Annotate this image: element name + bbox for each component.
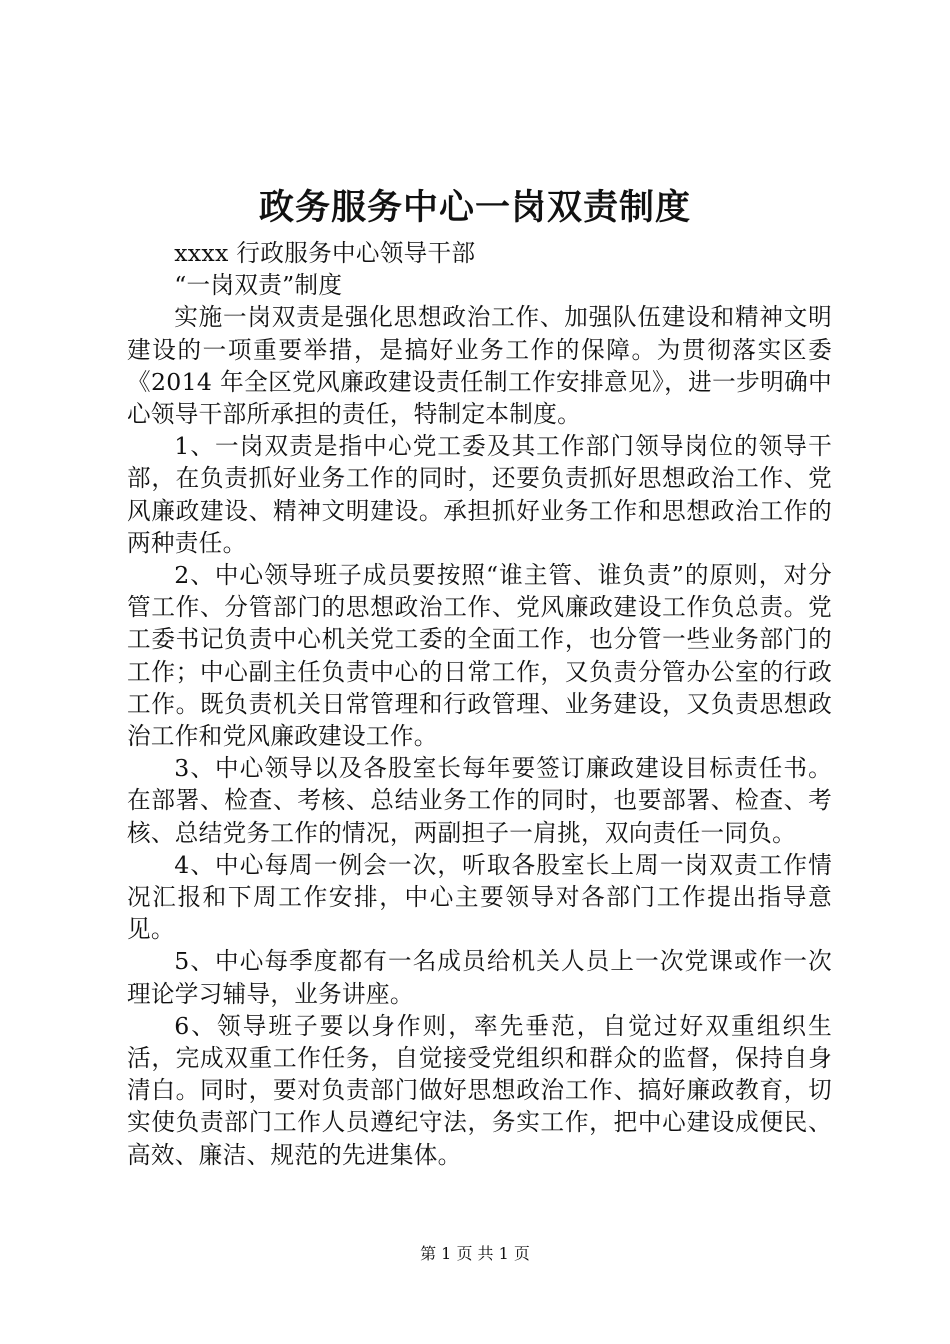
page-number-footer: 第 1 页 共 1 页	[420, 1244, 530, 1263]
clause-6: 6、领导班子要以身作则，率先垂范，自觉过好双重组织生活，完成双重工作任务，自觉接受党组织和群众的监督，保持自身清白。同时，要对负责部门做好思想政治工作、搞好廉政教育，切实使负责部门工作人员遵纪守法，务实工作，把中心建设成便民、高效、廉洁、规范的先进集体。	[127, 1011, 832, 1169]
clause-1: 1、一岗双责是指中心党工委及其工作部门领导岗位的领导干部，在负责抓好业务工作的同时，还要负责抓好思想政治工作、党风廉政建设、精神文明建设。承担抓好业务工作和思想政治工作的两种责任。	[127, 432, 832, 557]
document-title: 政务服务中心一岗双责制度	[258, 187, 691, 228]
intro-paragraph: 实施一岗双责是强化思想政治工作、加强队伍建设和精神文明建设的一项重要举措，是搞好业务工作的保障。为贯彻落实区委《2014 年全区党风廉政建设责任制工作安排意见》，进一步明确中心领导干部所承担的责任，特制定本制度。	[127, 303, 832, 429]
clause-4: 4、中心每周一例会一次，听取各股室长上周一岗双责工作情况汇报和下周工作安排，中心主要领导对各部门工作提出指导意见。	[127, 850, 832, 944]
clause-3: 3、中心领导以及各股室长每年要签订廉政建设目标责任书。在部署、检查、考核、总结业务工作的同时，也要部署、检查、考核、总结党务工作的情况，两副担子一肩挑，双向责任一同负。	[127, 754, 832, 847]
subtitle-line-1: xxxx 行政服务中心领导干部	[174, 239, 476, 267]
document-body	[127, 237, 832, 1171]
subtitle-line-2: “一岗双责”制度	[174, 271, 343, 300]
clause-2: 2、中心领导班子成员要按照“谁主管、谁负责”的原则，对分管工作、分管部门的思想政治工作、党风廉政建设工作负总责。党工委书记负责中心机关党工委的全面工作，也分管一些业务部门的工作；中心副主任负责中心的日常工作，又负责分管办公室的行政工作。既负责机关日常管理和行政管理、业务建设，又负责思想政治工作和党风廉政建设工作。	[127, 561, 832, 751]
clause-5: 5、中心每季度都有一名成员给机关人员上一次党课或作一次理论学习辅导，业务讲座。	[127, 947, 832, 1008]
